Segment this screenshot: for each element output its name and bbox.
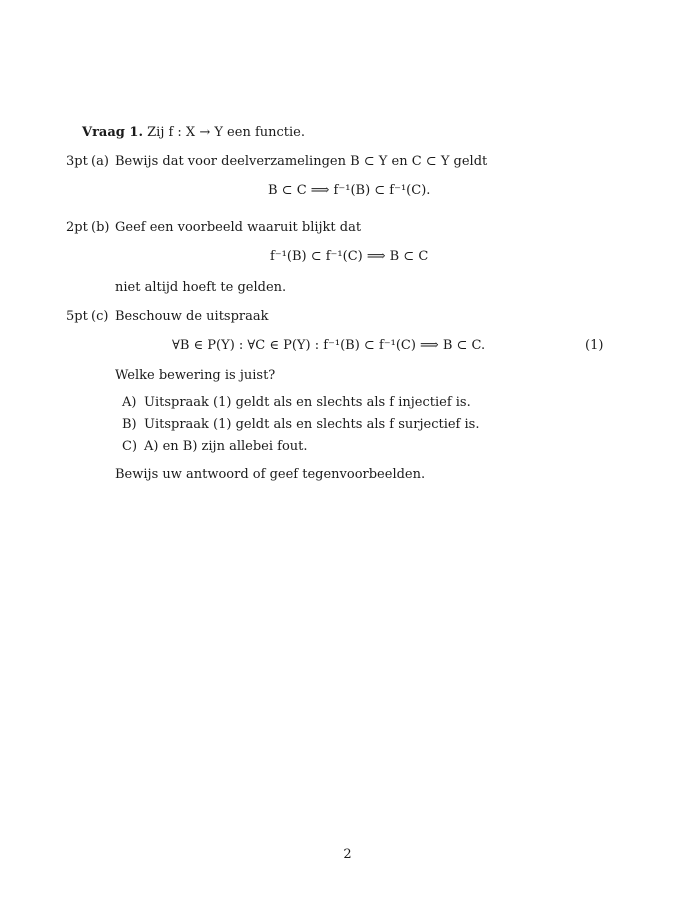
option-b-text: Uitspraak (1) geldt als en slechts als f surjectief is. — [144, 417, 480, 432]
part-c-label: (c) — [91, 309, 109, 324]
part-a-formula: B ⊂ C ⟹ f⁻¹(B) ⊂ f⁻¹(C). — [268, 183, 431, 198]
question-intro: Zij f : X → Y een functie. — [147, 125, 305, 140]
part-c-formula: ∀B ∈ P(Y) : ∀C ∈ P(Y) : f⁻¹(B) ⊂ f⁻¹(C) ⟹ B ⊂ C. — [172, 338, 486, 353]
part-b-formula: f⁻¹(B) ⊂ f⁻¹(C) ⟹ B ⊂ C — [270, 249, 429, 264]
part-b-after: niet altijd hoeft te gelden. — [115, 280, 287, 295]
part-c-closing: Bewijs uw antwoord of geef tegenvoorbeelden. — [115, 467, 426, 482]
option-c-label: C) — [122, 439, 138, 454]
option-b-label: B) — [122, 417, 137, 432]
part-b-text: Geef een voorbeeld waaruit blijkt dat — [115, 220, 362, 235]
equation-number: (1) — [585, 338, 604, 353]
option-a-label: A) — [122, 395, 137, 410]
page-number: 2 — [343, 847, 352, 862]
question-header — [82, 125, 305, 141]
part-c-points: 5pt — [66, 309, 88, 324]
option-a-text: Uitspraak (1) geldt als en slechts als f injectief is. — [144, 395, 471, 410]
option-c-text: A) en B) zijn allebei fout. — [144, 439, 308, 454]
part-b-label: (b) — [91, 220, 110, 235]
part-b-points: 2pt — [66, 220, 88, 235]
part-c-text: Beschouw de uitspraak — [115, 309, 269, 324]
part-a-points: 3pt — [66, 154, 88, 169]
part-a-text: Bewijs dat voor deelverzamelingen B ⊂ Y en C ⊂ Y geldt — [115, 154, 488, 169]
part-c-question: Welke bewering is juist? — [115, 368, 276, 383]
part-a-label: (a) — [91, 154, 109, 169]
question-heading: Vraag 1. — [82, 125, 143, 140]
